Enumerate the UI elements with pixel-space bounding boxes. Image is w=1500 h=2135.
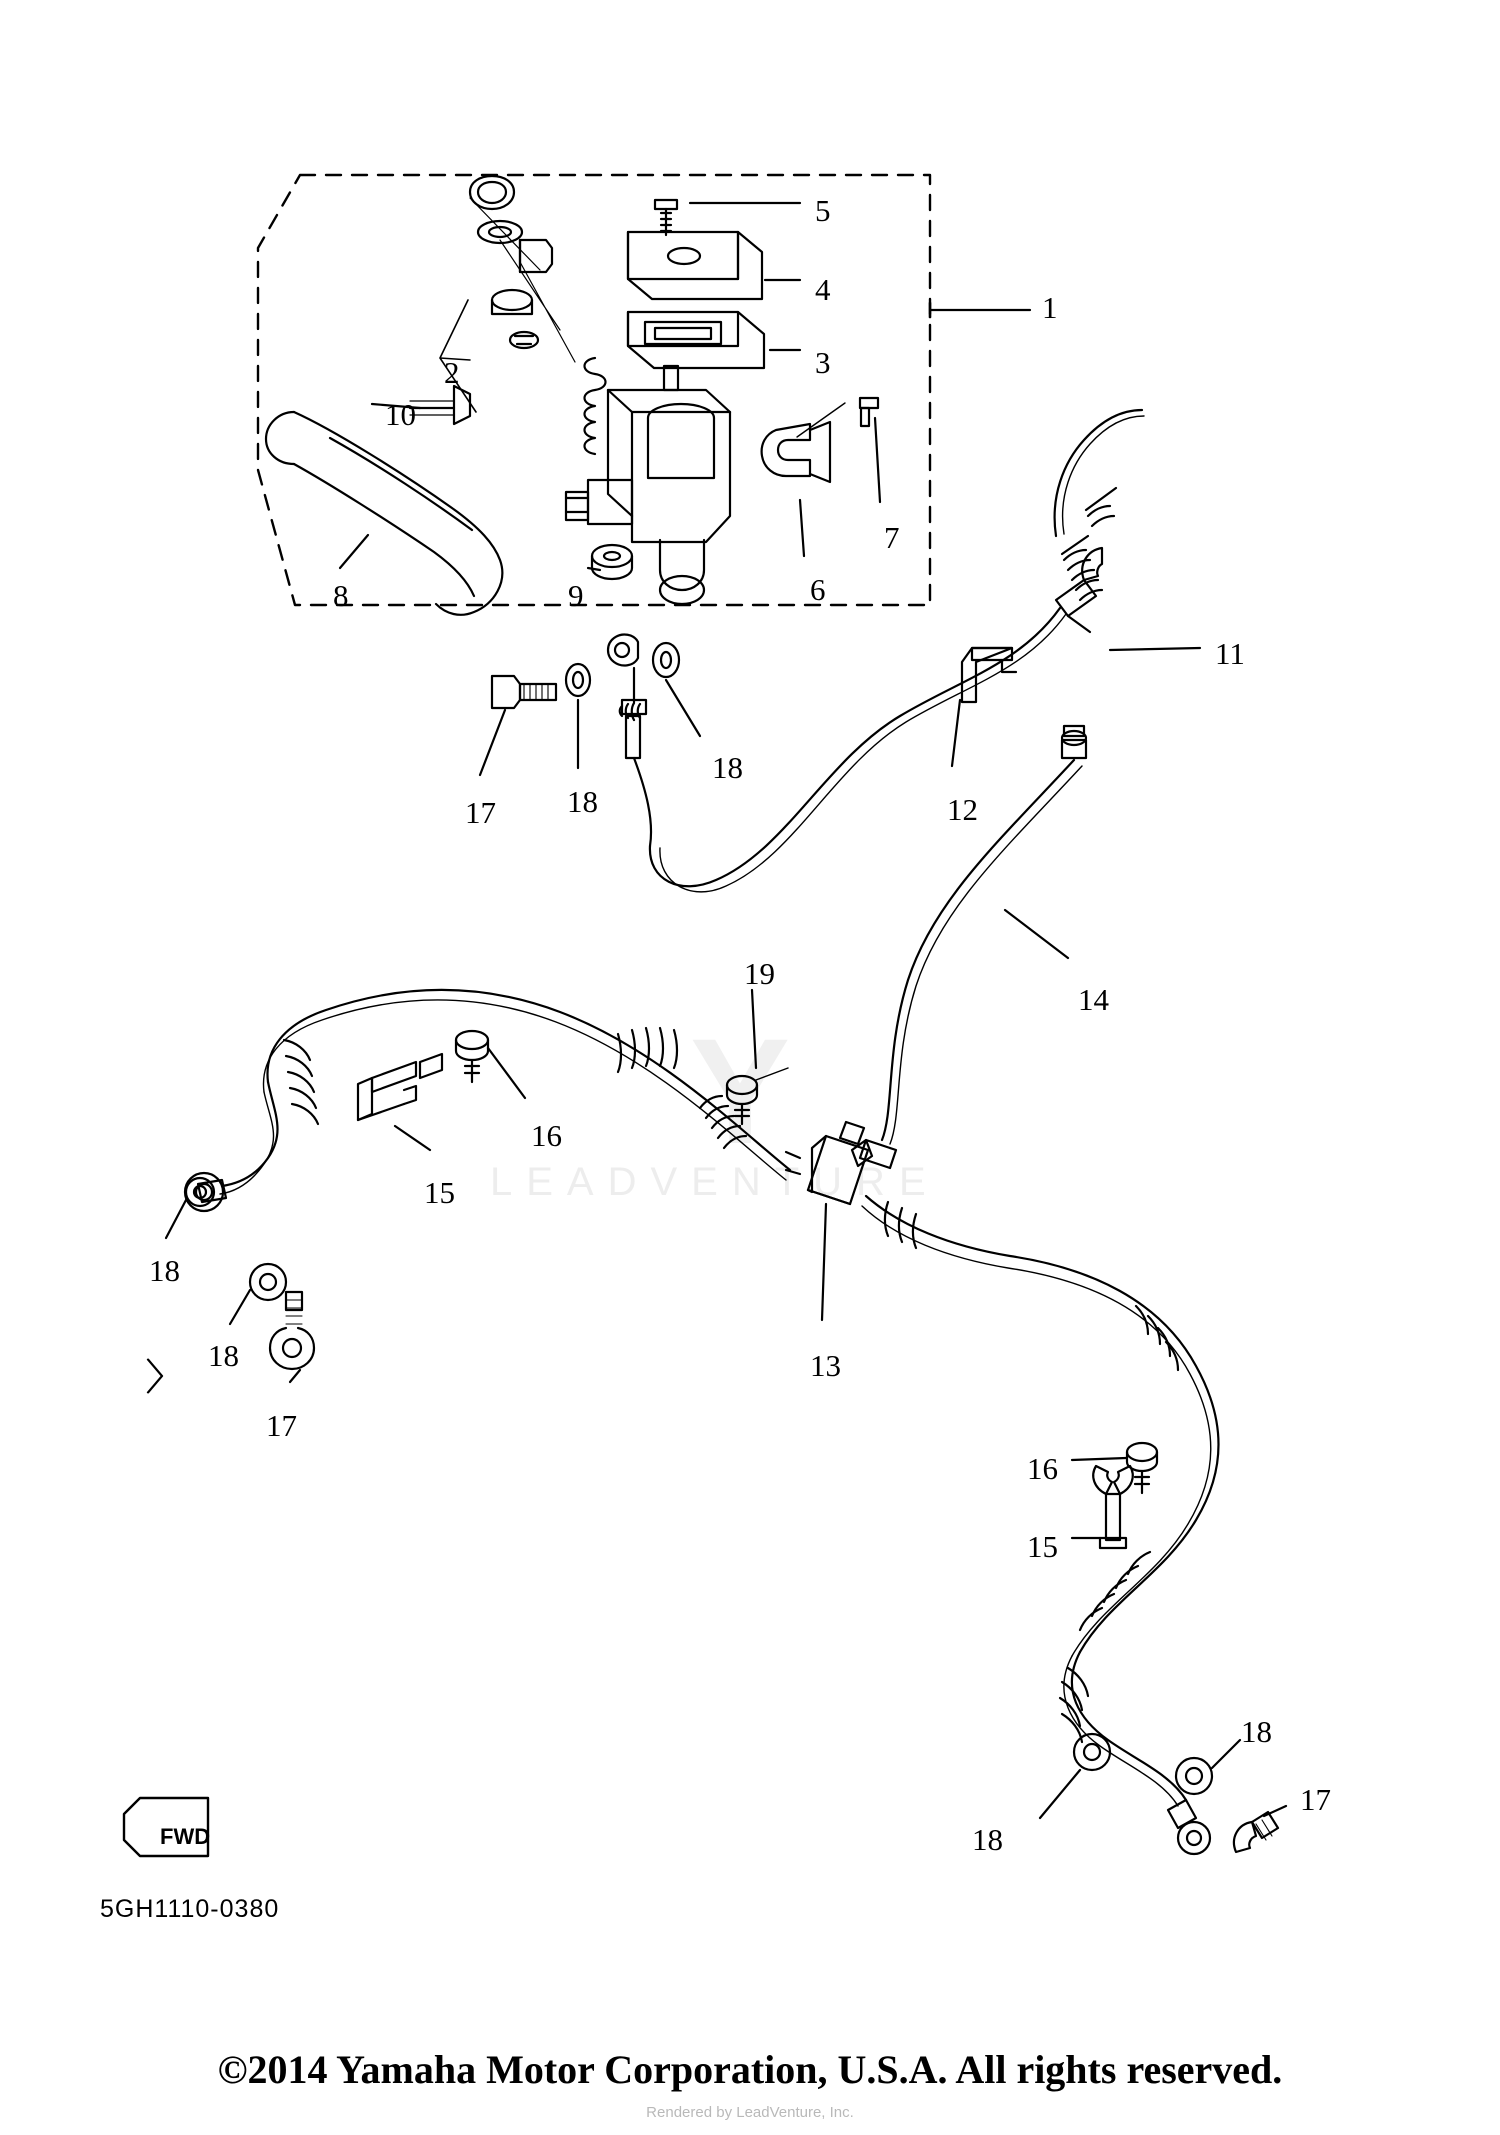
callout-18-a: 18: [567, 784, 598, 819]
part-5-screw: [655, 200, 677, 235]
part-13-hose-joint: [786, 1122, 868, 1204]
part-18-washer-a: [566, 664, 590, 696]
leader-6: [800, 500, 804, 556]
callout-8: 8: [333, 578, 349, 613]
leader-18-b: [666, 680, 700, 736]
callout-12: 12: [947, 792, 978, 827]
callout-17-lower: 17: [1300, 1782, 1331, 1817]
callout-3: 3: [815, 345, 831, 380]
callout-17-left: 17: [266, 1408, 297, 1443]
leader-7: [875, 418, 880, 502]
part-18-washer-e: [1176, 1758, 1212, 1794]
watermark-text: LEADVENTURE: [490, 1160, 940, 1204]
leader-11: [1110, 648, 1200, 650]
leader-15-upper: [395, 1126, 430, 1150]
leader-16-upper: [488, 1048, 525, 1098]
callout-4: 4: [815, 272, 831, 307]
leader-14: [1005, 910, 1068, 958]
leader-18-f: [1040, 1770, 1080, 1818]
callout-5: 5: [815, 193, 831, 228]
part-2-piston-kit: [470, 176, 606, 454]
part-16-bolt-lower: [1127, 1443, 1157, 1493]
leader-17-upper: [480, 710, 505, 775]
callout-1: 1: [1042, 290, 1058, 325]
callout-16-lower: 16: [1027, 1451, 1058, 1486]
callout-11: 11: [1215, 636, 1245, 671]
callout-13: 13: [810, 1348, 841, 1383]
leader-12: [952, 700, 960, 766]
part-15-hose-holder-upper: [358, 1054, 442, 1120]
leader-16-lower: [1072, 1458, 1126, 1460]
part-6-clamp: [762, 422, 830, 482]
part-17-union-bolt-lower: [1234, 1812, 1278, 1852]
callout-19: 19: [744, 956, 775, 991]
leader-8: [340, 535, 368, 568]
brake-hose-left: [186, 990, 790, 1206]
part-8-brake-lever: [266, 412, 502, 615]
watermark-logo: Y: [690, 1007, 791, 1175]
callout-18-e: 18: [1241, 1714, 1272, 1749]
copyright-notice: ©2014 Yamaha Motor Corporation, U.S.A. All rights reserved.: [217, 2047, 1283, 2092]
leader-18-c: [166, 1200, 186, 1238]
leader-18-e: [1212, 1740, 1240, 1768]
part-17-union-bolt-upper: [492, 676, 556, 708]
rendered-by-notice: Rendered by LeadVenture, Inc.: [646, 2104, 854, 2121]
callout-10: 10: [385, 397, 416, 432]
callout-9: 9: [568, 578, 584, 613]
callout-18-f: 18: [972, 1822, 1003, 1857]
part-16-bolt-upper: [456, 1031, 488, 1082]
leader-18-d: [230, 1290, 250, 1324]
part-10-bolt: [410, 386, 470, 424]
callout-14: 14: [1078, 982, 1109, 1017]
part-19-bolt: [727, 1068, 788, 1124]
callout-2: 2: [444, 355, 460, 390]
part-3-diaphragm: [628, 312, 764, 368]
leader-17-left: [290, 1370, 300, 1382]
part-number-label: 5GH1110-0380: [100, 1895, 280, 1923]
fwd-label: FWD: [160, 1824, 211, 1849]
part-17-union-bolt-left: [270, 1292, 314, 1369]
part-18-washer-d: [250, 1264, 286, 1300]
leader-19: [752, 990, 756, 1068]
fwd-arrow-marker: [124, 1360, 211, 1857]
callout-18-b: 18: [712, 750, 743, 785]
callout-16-upper: 16: [531, 1118, 562, 1153]
part-4-cover: [628, 232, 762, 299]
callout-15-upper: 15: [424, 1175, 455, 1210]
callout-18-d: 18: [208, 1338, 239, 1373]
callout-17-upper: 17: [465, 795, 496, 830]
leader-9: [588, 568, 600, 570]
callout-18-c: 18: [149, 1253, 180, 1288]
hose-end-fitting-upper: [608, 635, 651, 846]
leader-13: [822, 1204, 826, 1320]
brake-hose-right-lower: [862, 1196, 1219, 1854]
part-18-washer-b: [653, 643, 679, 677]
part-9-nut: [592, 545, 632, 579]
callout-15-lower: 15: [1027, 1529, 1058, 1564]
callout-7: 7: [884, 520, 900, 555]
part-15-hose-holder-lower: [1093, 1466, 1133, 1548]
callout-6: 6: [810, 572, 826, 607]
leader-17-lower: [1264, 1806, 1286, 1816]
part-11-brake-hose-upper: [650, 410, 1144, 892]
